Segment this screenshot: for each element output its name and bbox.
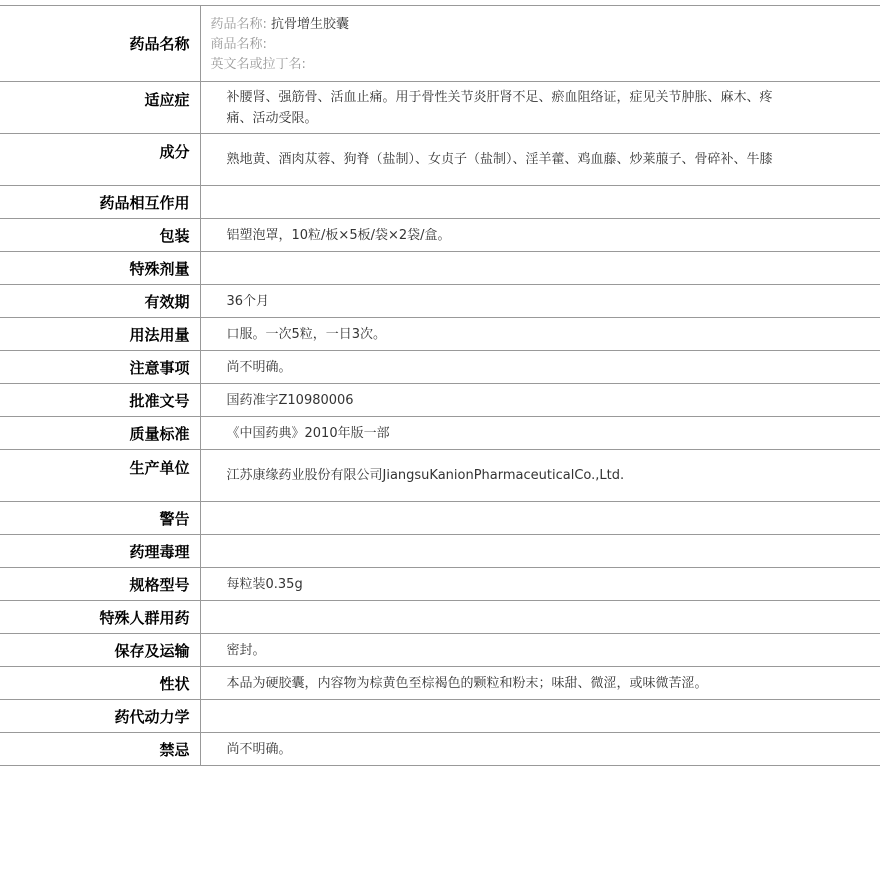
generic-name-value: 抗骨增生胶囊 <box>271 17 349 32</box>
row-value <box>200 700 880 733</box>
interactions-row <box>0 186 880 219</box>
special-dosage-row <box>0 252 880 285</box>
row-value: 铝塑泡罩，10粒/板×5板/袋×2袋/盒。 <box>200 219 880 252</box>
drug-name-label: 药品名称 <box>0 6 200 82</box>
storage-row <box>0 634 880 667</box>
english-name-label: 英文名或拉丁名: <box>211 57 306 72</box>
row-value: 国药准字Z10980006 <box>200 384 880 417</box>
row-label: 药品相互作用 <box>0 186 200 219</box>
row-value: 尚不明确。 <box>200 351 880 384</box>
row-label: 有效期 <box>0 285 200 318</box>
row-label: 生产单位 <box>0 450 200 502</box>
row-label: 成分 <box>0 134 200 186</box>
row-value: 36个月 <box>200 285 880 318</box>
row-label: 批准文号 <box>0 384 200 417</box>
trade-name-label: 商品名称: <box>211 37 267 52</box>
generic-name-label: 药品名称: <box>211 17 267 32</box>
packaging-row <box>0 219 880 252</box>
drug-info-table <box>0 5 880 766</box>
pharmacokinetics-row <box>0 700 880 733</box>
row-value <box>200 252 880 285</box>
row-label: 保存及运输 <box>0 634 200 667</box>
generic-name-line <box>211 15 880 35</box>
dosage-row <box>0 318 880 351</box>
row-value: 补腰肾、强筋骨、活血止痛。用于骨性关节炎肝肾不足、瘀血阻络证，症见关节肿胀、麻木、疼痛、活动受限。 <box>200 82 880 134</box>
row-label: 药理毒理 <box>0 535 200 568</box>
manufacturer-row <box>0 450 880 502</box>
description-row <box>0 667 880 700</box>
row-value <box>200 502 880 535</box>
english-name-line <box>211 55 880 75</box>
precautions-row <box>0 351 880 384</box>
drug-name-row <box>0 6 880 82</box>
row-value: 尚不明确。 <box>200 733 880 766</box>
row-label: 警告 <box>0 502 200 535</box>
row-label: 特殊人群用药 <box>0 601 200 634</box>
contraindications-row <box>0 733 880 766</box>
row-value: 本品为硬胶囊，内容物为棕黄色至棕褐色的颗粒和粉末；味甜、微涩，或味微苦涩。 <box>200 667 880 700</box>
special-populations-row <box>0 601 880 634</box>
indications-row <box>0 82 880 134</box>
row-value: 熟地黄、酒肉苁蓉、狗脊（盐制）、女贞子（盐制）、淫羊藿、鸡血藤、炒莱菔子、骨碎补、牛膝 <box>200 134 880 186</box>
row-value: 密封。 <box>200 634 880 667</box>
row-label: 禁忌 <box>0 733 200 766</box>
specification-row <box>0 568 880 601</box>
row-label: 性状 <box>0 667 200 700</box>
warning-row <box>0 502 880 535</box>
row-value: 每粒装0.35g <box>200 568 880 601</box>
row-label: 质量标准 <box>0 417 200 450</box>
row-value <box>200 186 880 219</box>
approval-number-row <box>0 384 880 417</box>
row-value: 《中国药典》2010年版一部 <box>200 417 880 450</box>
quality-standard-row <box>0 417 880 450</box>
row-value <box>200 601 880 634</box>
row-value: 江苏康缘药业股份有限公司JiangsuKanionPharmaceuticalCo.,Ltd. <box>200 450 880 502</box>
row-value: 口服。一次5粒，一日3次。 <box>200 318 880 351</box>
row-label: 包装 <box>0 219 200 252</box>
trade-name-line <box>211 35 880 55</box>
shelf-life-row <box>0 285 880 318</box>
row-value <box>200 535 880 568</box>
row-label: 规格型号 <box>0 568 200 601</box>
ingredients-row <box>0 134 880 186</box>
drug-name-values <box>200 6 880 82</box>
row-label: 用法用量 <box>0 318 200 351</box>
row-label: 特殊剂量 <box>0 252 200 285</box>
row-label: 适应症 <box>0 82 200 134</box>
pharmacology-row <box>0 535 880 568</box>
row-label: 药代动力学 <box>0 700 200 733</box>
row-label: 注意事项 <box>0 351 200 384</box>
